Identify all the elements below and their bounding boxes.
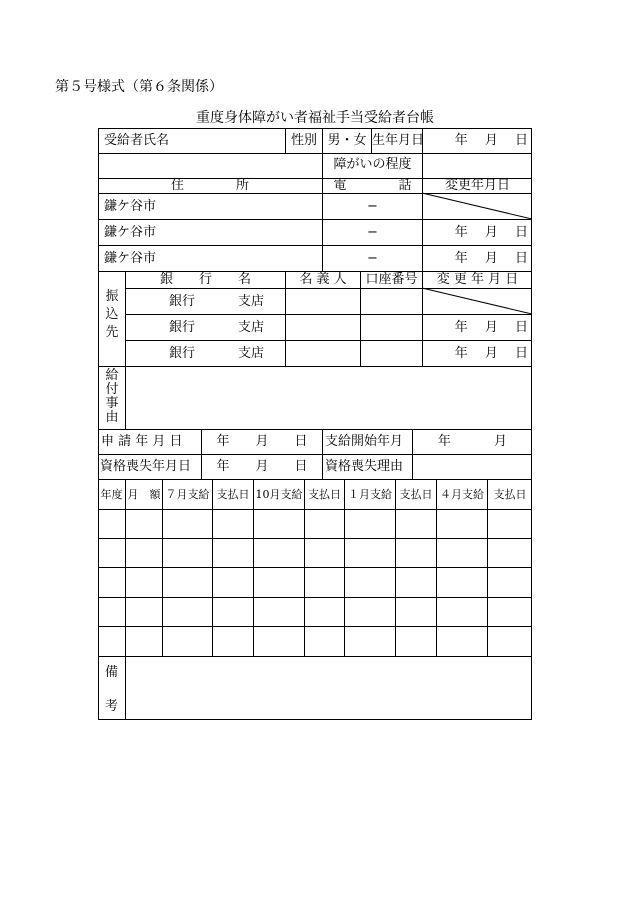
address-change-date: 年 月 日 (454, 251, 528, 266)
address-city: 鎌ケ谷市 (104, 199, 157, 214)
gender-value: 男・女 (327, 133, 367, 148)
payment-header-cell: 年度 (100, 488, 123, 501)
phone-value: − (367, 199, 378, 214)
gender-label: 性別 (290, 133, 317, 148)
branch-name: 支店 (238, 346, 265, 361)
address-city: 鎌ケ谷市 (104, 225, 157, 240)
bank-name: 銀行 (169, 346, 196, 361)
phone-value: − (367, 251, 378, 266)
application-date-label: 申 請 年 月 日 (101, 434, 183, 449)
birth-date-label: 生年月日 (372, 133, 425, 148)
loss-date-value: 年 月 日 (216, 459, 308, 474)
document-title: 重度身体障がい者福祉手当受給者台帳 (196, 110, 434, 126)
account-holder-header: 名 義 人 (299, 272, 347, 287)
account-number-header: 口座番号 (365, 272, 418, 287)
remarks-label-top: 備 (104, 665, 118, 680)
address-city: 鎌ケ谷市 (104, 251, 157, 266)
bank-name: 銀行 (169, 320, 196, 335)
payment-header-cell: 月 額 (127, 488, 161, 501)
payment-header-cell: ４月支給 (440, 488, 484, 501)
bank-name-header: 銀 行 名 (159, 272, 251, 287)
payment-header-cell: 支払日 (216, 488, 250, 501)
bank-change-date-header: 変 更 年 月 日 (436, 272, 519, 287)
payment-header-cell: 支払日 (493, 488, 527, 501)
payment-header-cell: １月支給 (348, 488, 392, 501)
birth-date-value: 年 月 日 (454, 133, 528, 148)
phone-value: − (367, 225, 378, 240)
branch-name: 支店 (238, 320, 265, 335)
bank-name: 銀行 (169, 294, 196, 309)
payment-header-cell: 10月支給 (255, 488, 303, 501)
transfer-destination-label: 振込先 (105, 289, 119, 340)
disability-degree-label: 障がいの程度 (333, 157, 412, 172)
benefit-reason-label: 給付事由 (105, 368, 119, 425)
form-number: 第５号様式（第６条関係） (55, 79, 223, 95)
payment-start-value: 年 月 (437, 434, 508, 449)
registry-form (98, 128, 532, 720)
payment-start-label: 支給開始年月 (325, 434, 404, 449)
address-change-date: 年 月 日 (454, 225, 528, 240)
loss-reason-label: 資格喪失理由 (325, 459, 404, 474)
recipient-name-label: 受給者氏名 (104, 133, 170, 148)
bank-change-date: 年 月 日 (454, 346, 528, 361)
application-date-value: 年 月 日 (216, 434, 308, 449)
bank-change-date: 年 月 日 (454, 320, 528, 335)
payment-header-cell: 支払日 (308, 488, 341, 501)
remarks-label-bottom: 考 (104, 699, 118, 714)
form-grid (98, 128, 532, 720)
payment-header-cell: ７月支給 (165, 488, 210, 501)
phone-header: 電 話 (333, 178, 412, 193)
payment-header-cell: 支払日 (399, 488, 433, 501)
address-header: 住 所 (170, 178, 249, 193)
loss-date-label: 資格喪失年月日 (100, 459, 192, 474)
address-change-date-header: 変更年月日 (444, 178, 510, 193)
branch-name: 支店 (238, 294, 265, 309)
